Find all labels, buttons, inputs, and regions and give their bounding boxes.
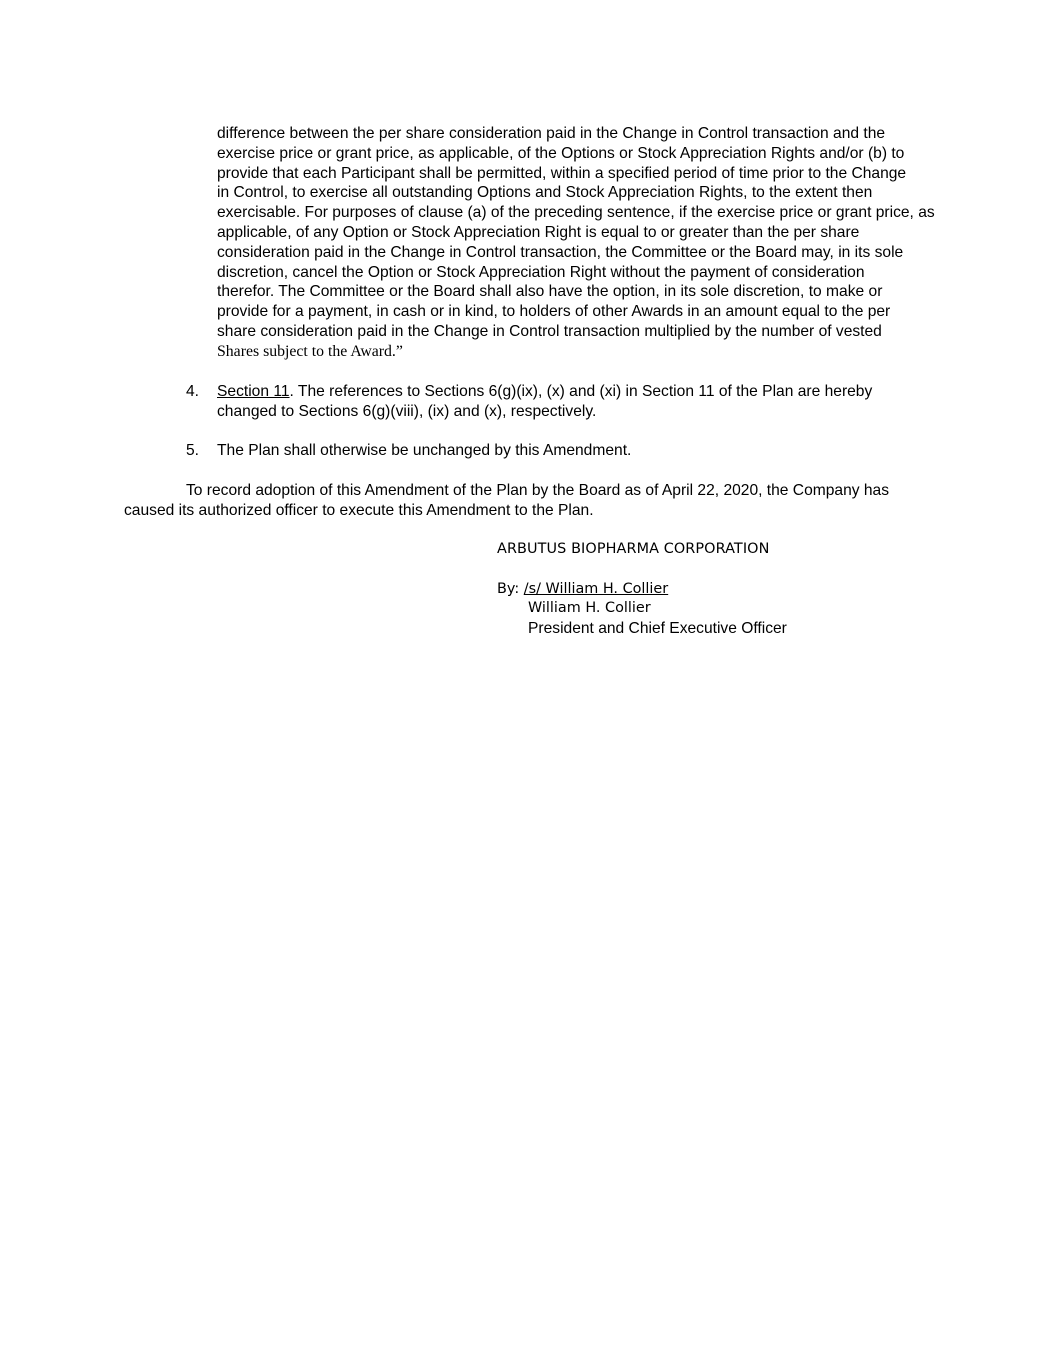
- signer-name: William H. Collier: [528, 600, 651, 617]
- paragraph-line: provide that each Participant shall be permitted, within a specified period of time prior to the Change: [217, 164, 907, 182]
- paragraph-line: difference between the per share consideration paid in the Change in Control transaction and the: [217, 125, 886, 142]
- paragraph-line: exercise price or grant price, as applicable, of the Options or Stock Appreciation Rights and/or (b) to: [217, 144, 905, 162]
- list-text: changed to Sections 6(g)(viii), (ix) and (x), respectively.: [217, 402, 597, 420]
- continued-paragraph: [217, 124, 937, 362]
- paragraph-line: discretion, cancel the Option or Stock Appreciation Right without the payment of consideration: [217, 263, 865, 281]
- paragraph-line: applicable, of any Option or Stock Appreciation Right is equal to or greater than the per share: [217, 223, 860, 241]
- closing-paragraph: [124, 481, 924, 521]
- paragraph-line: exercisable. For purposes of clause (a) of the preceding sentence, if the exercise price or grant price, as: [217, 204, 935, 222]
- list-body: [217, 441, 917, 461]
- signature: /s/ William H. Collier: [523, 580, 669, 597]
- closing-line: To record adoption of this Amendment of the Plan by the Board as of April 22, 2020, the Company has: [186, 482, 890, 499]
- list-number: 5.: [186, 442, 200, 459]
- paragraph-line: consideration paid in the Change in Control transaction, the Committee or the Board may, in its sole: [217, 243, 904, 261]
- company-name: ARBUTUS BIOPHARMA CORPORATION: [497, 541, 770, 557]
- signature-block: [497, 540, 897, 639]
- list-body: [217, 382, 917, 422]
- paragraph-line: share consideration paid in the Change in Control transaction multiplied by the number of vested: [217, 322, 882, 340]
- paragraph-last-line: Shares subject to the Award.”: [217, 342, 403, 360]
- signer-title: President and Chief Executive Officer: [528, 620, 787, 638]
- signature-by-line: [497, 580, 897, 600]
- paragraph-line: in Control, to exercise all outstanding Options and Stock Appreciation Rights, to the extent then: [217, 184, 873, 202]
- list-text: The Plan shall otherwise be unchanged by this Amendment.: [217, 442, 632, 459]
- list-number: 4.: [186, 383, 200, 400]
- list-text: . The references to Sections 6(g)(ix), (x) and (xi) in Section 11 of the Plan are hereby: [289, 383, 873, 400]
- paragraph-line: provide for a payment, in cash or in kind, to holders of other Awards in an amount equal to the per: [217, 303, 891, 321]
- section-heading: Section 11: [217, 383, 290, 400]
- paragraph-line: therefor. The Committee or the Board shall also have the option, in its sole discretion, to make or: [217, 283, 883, 301]
- closing-line: caused its authorized officer to execute this Amendment to the Plan.: [124, 501, 594, 519]
- by-label: By:: [497, 580, 524, 597]
